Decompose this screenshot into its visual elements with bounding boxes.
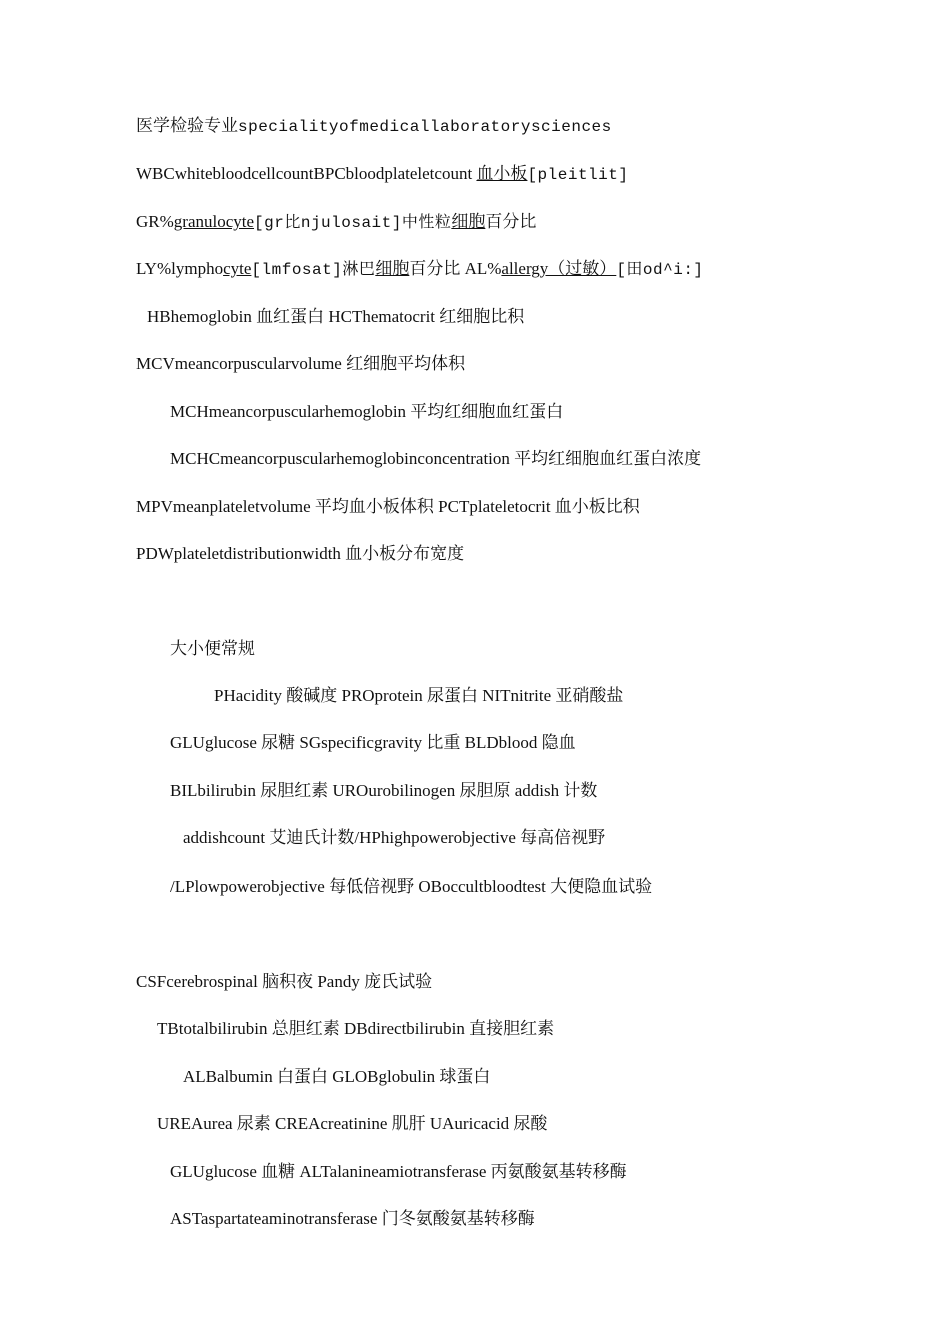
line-addish: addishcount 艾迪氏计数/HPhighpowerobjective 每高倍视野	[183, 828, 606, 847]
line-alb: ALBalbumin 白蛋白 GLOBglobulin 球蛋白	[183, 1067, 491, 1086]
line-mchc: MCHCmeancorpuscularhemoglobinconcentration 平均红细胞血红蛋白浓度	[170, 449, 702, 468]
line-wbc-underlined: 血小板	[476, 164, 528, 183]
title-en: specialityofmedicallaboratorysciences	[238, 118, 612, 136]
line-gr-underlined: granulocyte	[173, 212, 255, 231]
line-gr-underlined-2: 细胞	[451, 212, 486, 231]
line-ly-g: [田od^i:]	[616, 261, 704, 279]
line-pdw: PDWplateletdistributionwidth 血小板分布宽度	[136, 544, 465, 563]
line-gr-e: 百分比	[485, 212, 537, 231]
section-title-urine-stool: 大小便常规	[170, 639, 255, 658]
line-wbc-phonetic: [pleitlit]	[527, 166, 629, 184]
line-gr	[136, 211, 536, 234]
line-ph: PHacidity 酸碱度 PROprotein 尿蛋白 NITnitrite 亚硝酸盐	[214, 686, 624, 705]
line-ly-underlined-3: allergy（过敏）	[501, 259, 617, 278]
line-mch: MCHmeancorpuscularhemoglobin 平均红细胞血红蛋白	[170, 402, 564, 421]
line-bil: BILbilirubin 尿胆红素 UROurobilinogen 尿胆原 addish 计数	[170, 781, 598, 800]
line-gr-a: GR%	[136, 212, 174, 231]
line-ly-underlined-2: 细胞	[375, 259, 410, 278]
line-csf: CSFcerebrospinal 脑积夜 Pandy 庞氏试验	[136, 972, 433, 991]
line-hb: HBhemoglobin 血红蛋白 HCThematocrit 红细胞比积	[147, 307, 525, 326]
title-cn: 医学检验专业	[136, 116, 238, 135]
line-wbc-text: WBCwhitebloodcellcountBPCbloodplateletcount	[136, 164, 473, 183]
line-ly-e: 百分比 AL%	[409, 259, 502, 278]
line-ly-a: LY%lympho	[136, 259, 224, 278]
line-lp: /LPlowpowerobjective 每低倍视野 OBoccultbloodtest 大便隐血试验	[170, 877, 653, 896]
line-glu-urine: GLUglucose 尿糖 SGspecificgravity 比重 BLDblood 隐血	[170, 733, 576, 752]
line-ly-c: [lmfosat]淋巴	[251, 261, 376, 279]
line-glu-blood: GLUglucose 血糖 ALTalanineamiotransferase 丙氨酸氨基转移酶	[170, 1162, 627, 1181]
line-mcv: MCVmeancorpuscularvolume 红细胞平均体积	[136, 354, 466, 373]
line-mpv: MPVmeanplateletvolume 平均血小板体积 PCTplateletocrit 血小板比积	[136, 497, 640, 516]
line-ly	[136, 258, 704, 281]
line-tb: TBtotalbilirubin 总胆红素 DBdirectbilirubin 直接胆红素	[157, 1019, 555, 1038]
line-wbc	[136, 163, 628, 186]
line-ast: ASTaspartateaminotransferase 门冬氨酸氨基转移酶	[170, 1209, 535, 1228]
line-ly-underlined: cyte	[223, 259, 252, 278]
line-urea: UREAurea 尿素 CREAcreatinine 肌肝 UAuricacid 尿酸	[157, 1114, 548, 1133]
doc-title	[136, 115, 612, 138]
line-gr-c: [gr比njulosait]中性粒	[254, 214, 452, 232]
